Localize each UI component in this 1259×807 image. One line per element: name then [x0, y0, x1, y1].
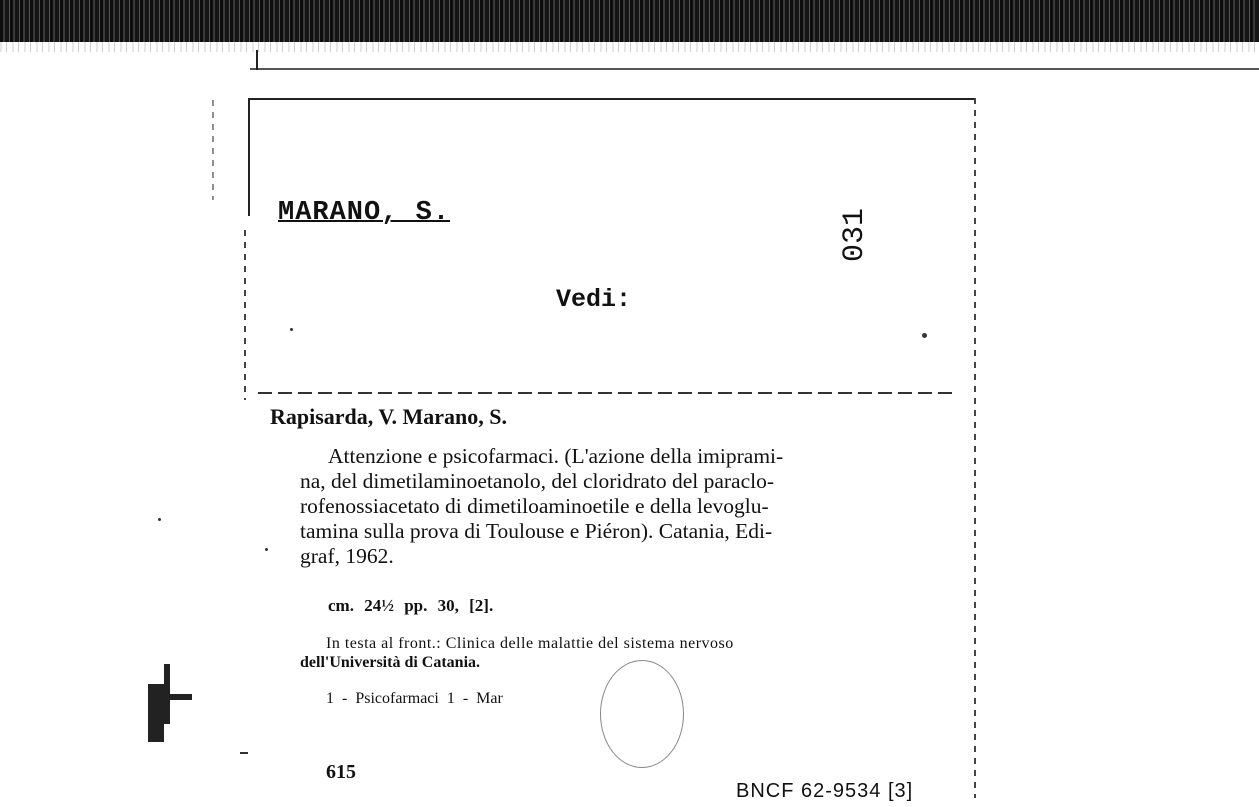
binding-bracket-mark — [146, 664, 194, 744]
card-inner-top-rule — [248, 98, 976, 100]
note-line: In testa al front.: Clinica delle malattie del sistema nervoso — [326, 635, 734, 652]
card-number: 615 — [326, 761, 356, 783]
scan-border-top — [0, 0, 1259, 42]
top-tick-mark — [256, 50, 258, 70]
card-left-dashed-rule — [244, 230, 246, 400]
card-left-rule — [248, 98, 250, 216]
speck — [240, 752, 248, 754]
card-right-dashed-rule — [974, 98, 976, 798]
title-line: tamina sulla prova di Toulouse e Piéron). Catania, Edi- — [300, 519, 773, 543]
title-line: rofenossiacetato di dimetiloaminoetile e della levoglu- — [300, 494, 769, 518]
speck — [290, 328, 293, 331]
entry-title-block — [300, 444, 960, 569]
margin-dashed-rule — [212, 100, 214, 200]
scan-noise-band — [0, 42, 1259, 52]
speck — [265, 548, 268, 551]
entry-heading: Rapisarda, V. Marano, S. — [270, 404, 507, 429]
side-number: 031 — [838, 207, 872, 262]
library-code: BNCF 62-9534 [3] — [736, 780, 914, 802]
collation: cm. 24½ pp. 30, [2]. — [328, 596, 494, 615]
title-line: na, del dimetilaminoetanolo, del cloridrato del paraclo- — [300, 469, 775, 493]
card-top-edge — [250, 68, 1259, 70]
title-line: Attenzione e psicofarmaci. (L'azione della imiprami- — [328, 444, 784, 468]
speck — [158, 518, 161, 521]
see-reference-label: Vedi: — [556, 285, 632, 314]
title-line: graf, 1962. — [300, 544, 394, 568]
library-stamp — [600, 660, 684, 768]
card-middle-rule — [258, 392, 958, 394]
card-heading: MARANO, S. — [278, 198, 451, 228]
speck — [922, 333, 927, 338]
subject-tracing: 1 - Psicofarmaci 1 - Mar — [326, 690, 503, 707]
note-line: dell'Università di Catania. — [300, 654, 481, 671]
